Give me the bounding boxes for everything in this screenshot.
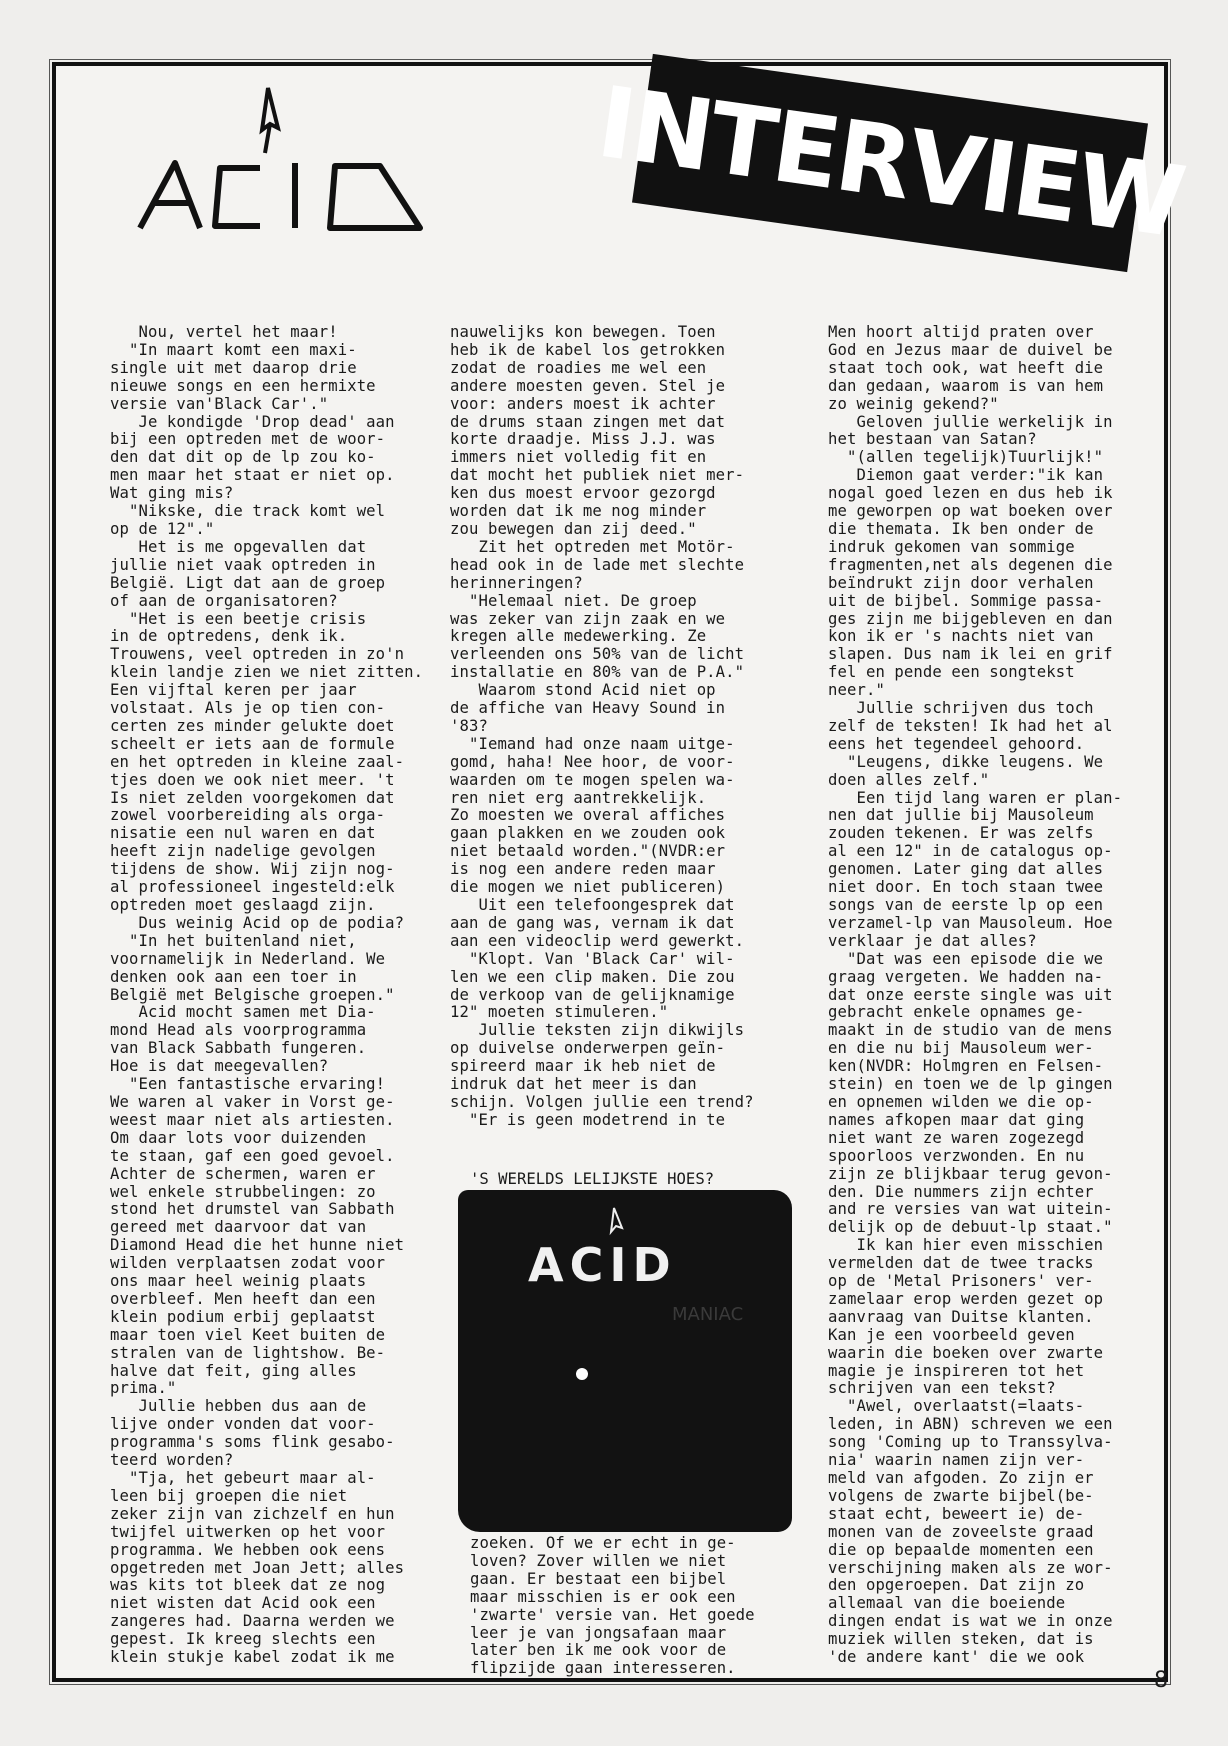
cover-dot — [576, 1368, 588, 1380]
cover-subtitle: MANIAC — [672, 1304, 744, 1325]
page-number: 8 — [1154, 1668, 1168, 1693]
article-column-3: Men hoort altijd praten over God en Jezus maar de duivel be staat toch ook, wat heeft die dan gedaan, waarom is van hem zo weinig gekend?" Geloven jullie werkelijk in het bestaan van Satan? "(allen tegelijk)Tuurlijk!" Diemon gaat verder:"ik kan nogal goed lezen en dus heb ik me geworpen op wat boeken over die themata. Ik ben onder de indruk gekomen van sommige fragmenten,net als degenen die beïndrukt zijn door verhalen uit de bijbel. Sommige passa- ges zijn me bijgebleven en dan kon ik er 's nachts niet van slapen. Dus nam ik lei en grif fel en pende een songtekst neer." Jullie schrijven dus toch zelf de teksten! Ik had het al eens het tegendeel gehoord. "Leugens, dikke leugens. We doen alles zelf." Een tijd lang waren er plan- nen dat jullie bij Mausoleum zouden tekenen. Er was zelfs al een 12" in de catalogus op- genomen. Later ging dat alles niet door. En toch staan twee songs van de eerste lp op een verzamel-lp van Mausoleum. Hoe verklaar je dat alles? "Dat was een episode die we graag vergeten. We hadden na- dat onze eerste single was uit gebracht enkele opnames ge- maakt in de studio van de mens en die nu bij Mausoleum wer- ken(NVDR: Holmgren en Felsen- stein) en toen we de lp gingen en opnemen wilden we die op- names afkopen maar dat ging niet want ze waren zogezegd spoorloos verzwonden. En nu zijn ze blijkbaar terug gevon- den. Die nummers zijn echter and re versies van wat uitein- delijk op de debuut-lp staat." Ik kan hier even misschien vermelden dat de twee tracks op de 'Metal Prisoners' ver- zamelaar erop werden gezet op aanvraag van Duitse klanten. Kan je een voorbeeld geven waarin die boeken over zwarte magie je inspireren tot het schrijven van een tekst? "Awel, overlaatst(=laats- leden, in ABN) schreven we een song 'Coming up to Transsylva- nia' waarin namen zijn ver- meld van afgoden. Zo zijn er volgens de zwarte bijbel(be- staat echt, beweert ie) de- monen van de zoveelste graad die op bepaalde momenten een verschijning maken als ze wor- den opgeroepen. Dat zijn zo allemaal van die boeiende dingen endat is wat we in onze muziek willen steken, dat is 'de andere kant' die we ook — [828, 323, 1123, 1667]
album-cover-image — [458, 1190, 792, 1532]
interview-title: INTERVIEW — [590, 65, 1190, 261]
article-column-2: nauwelijks kon bewegen. Toen heb ik de kabel los getrokken zodat de roadies me wel een andere moesten geven. Stel je voor: anders moest ik achter de drums staan zingen met dat korte draadje. Miss J.J. was immers niet volledig fit en dat mocht het publiek niet mer- ken dus moest ervoor gezorgd worden dat ik me nog minder zou bewegen dan zij deed." Zit het optreden met Motör- head ook in de lade met slechte herinneringen? "Helemaal niet. De groep was zeker van zijn zaak en we kregen alle medewerking. Ze verleenden ons 50% van de licht installatie en 80% van de P.A." Waarom stond Acid niet op de affiche van Heavy Sound in '83? "Iemand had onze naam uitge- gomd, haha! Nee hoor, de voor- waarden om te mogen spelen wa- ren niet erg aantrekkelijk. Zo moesten we overal affiches gaan plakken en we zouden ook niet betaald worden."(NVDR:er is nog een andere reden maar die mogen we niet publiceren) Uit een telefoongesprek dat aan de gang was, vernam ik dat aan een videoclip werd gewerkt. "Klopt. Van 'Black Car' wil- len we een clip maken. Die zou de verkoop van de gelijknamige 12" moeten stimuleren." Jullie teksten zijn dikwijls op duivelse onderwerpen geïn- spireerd maar ik heb niet de indruk dat het meer is dan schijn. Volgen jullie een trend? "Er is geen modetrend in te — [450, 323, 754, 1129]
cover-arrow-icon — [608, 1206, 632, 1240]
cover-title: ACID — [528, 1238, 677, 1292]
article-column-1: Nou, vertel het maar! "In maart komt een maxi- single uit met daarop drie nieuwe songs en een hermixte versie van'Black Car'." Je kondigde 'Drop dead' aan bij een optreden met de woor- den dat dit op de lp zou ko- men maar het staat er niet op. Wat ging mis? "Nikske, die track komt wel op de 12"." Het is me opgevallen dat jullie niet vaak optreden in België. Ligt dat aan de groep of aan de organisatoren? "Het is een beetje crisis in de optredens, denk ik. Trouwens, veel optreden in zo'n klein landje zien we niet zitten. Een vijftal keren per jaar volstaat. Als je op tien con- certen zes minder gelukte doet scheelt er iets aan de formule en het optreden in kleine zaal- tjes doen we ook niet meer. 't Is niet zelden voorgekomen dat zowel voorbereiding als orga- nisatie een nul waren en dat heeft zijn nadelige gevolgen tijdens de show. Wij zijn nog- al professioneel ingesteld:elk optreden moet geslaagd zijn. Dus weinig Acid op de podia? "In het buitenland niet, voornamelijk in Nederland. We denken ook aan een toer in België met Belgische groepen." Acid mocht samen met Dia- mond Head als voorprogramma van Black Sabbath fungeren. Hoe is dat meegevallen? "Een fantastische ervaring! We waren al vaker in Vorst ge- weest maar niet als artiesten. Om daar lots voor duizenden te staan, gaf een goed gevoel. Achter de schermen, waren er wel enkele strubbelingen: zo stond het drumstel van Sabbath gereed met daarvoor dat van Diamond Head die het hunne niet wilden verplaatsen zodat voor ons maar heel weinig plaats overbleef. Men heeft dan een klein podium erbij geplaatst maar toen viel Keet buiten de stralen van de lightshow. Be- halve dat feit, ging alles prima." Jullie hebben dus aan de lijve onder vonden dat voor- programma's soms flink gesabo- teerd worden? "Tja, het gebeurt maar al- leen bij groepen die niet zeker zijn van zichzelf en hun twijfel uitwerken op het voor programma. We hebben ook eens opgetreden met Joan Jett; alles was kits tot bleek dat ze nog niet wisten dat Acid ook een zangeres had. Daarna werden we gepest. Ik kreeg slechts een klein stukje kabel zodat ik me — [110, 323, 424, 1667]
article-column-2-continued: zoeken. Of we er echt in ge- loven? Zover willen we niet gaan. Er bestaat een bijbel maar misschien is er ook een 'zwarte' versie van. Het goede leer je van jongsafaan maar later ben ik me ook voor de flipzijde gaan interesseren. — [470, 1534, 755, 1678]
cover-caption: 'S WERELDS LELIJKSTE HOES? — [470, 1170, 715, 1188]
acid-logo — [120, 78, 440, 258]
